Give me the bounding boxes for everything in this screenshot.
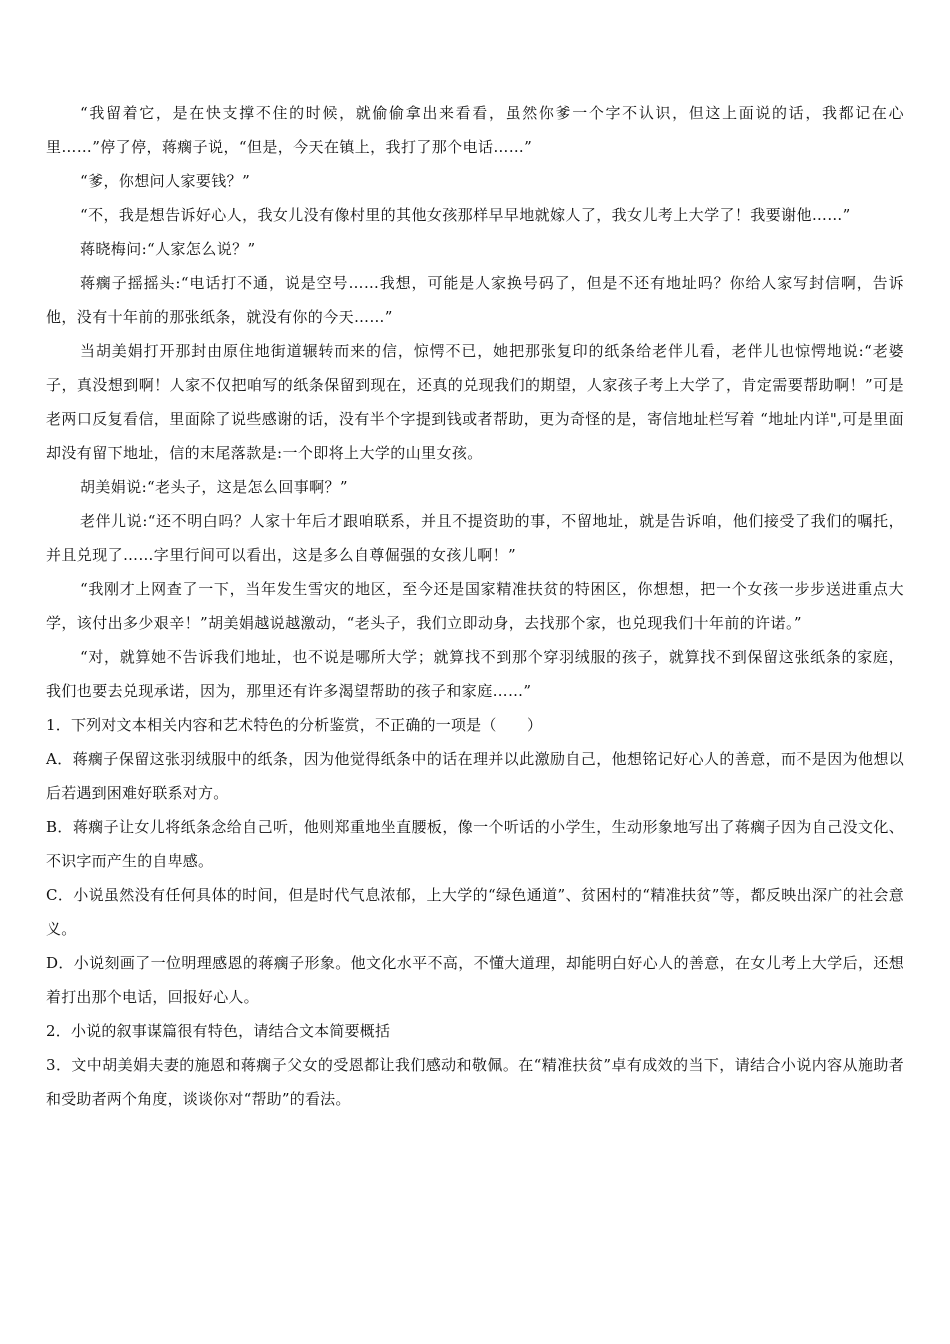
question-1: 1．下列对文本相关内容和艺术特色的分析鉴赏，不正确的一项是（ ） (46, 716, 543, 734)
passage-paragraph: “爹，你想问人家要钱？” (80, 172, 251, 190)
option-b: B．蒋瘸子让女儿将纸条念给自己听，他则郑重地坐直腰板，像一个听话的小学生，生动形象地写出了蒋瘸子因为自己没文化、不识字而产生的自卑感。 (46, 818, 904, 870)
passage-paragraph: 胡美娟说:“老头子，这是怎么回事啊？” (80, 478, 348, 496)
option-d: D．小说刻画了一位明理感恩的蒋瘸子形象。他文化水平不高，不懂大道理，却能明白好心人的善意，在女儿考上大学后，还想着打出那个电话，回报好心人。 (46, 954, 904, 1006)
question-3: 3．文中胡美娟夫妻的施恩和蒋瘸子父女的受恩都让我们感动和敬佩。在“精准扶贫”卓有成效的当下，请结合小说内容从施助者和受助者两个角度，谈谈你对“帮助”的看法。 (46, 1056, 904, 1108)
passage-paragraph: “我刚才上网查了一下，当年发生雪灾的地区，至今还是国家精准扶贫的特困区，你想想，把一个女孩一步步送进重点大学，该付出多少艰辛！”胡美娟越说越激动，“老头子，我们立即动身，去找那个家，也兑现我们十年前的许诺。” (46, 580, 904, 632)
document-body (46, 96, 904, 1116)
passage-paragraph: “对，就算她不告诉我们地址，也不说是哪所大学；就算找不到那个穿羽绒服的孩子，就算找不到保留这张纸条的家庭，我们也要去兑现承诺，因为，那里还有许多渴望帮助的孩子和家庭……” (46, 648, 904, 700)
question-2: 2．小说的叙事谋篇很有特色，请结合文本简要概括 (46, 1022, 391, 1040)
passage-paragraph: “我留着它，是在快支撑不住的时候，就偷偷拿出来看看，虽然你爹一个字不认识，但这上面说的话，我都记在心里……”停了停，蒋瘸子说，“但是，今天在镇上，我打了那个电话……” (46, 104, 904, 156)
passage-paragraph: 老伴儿说:“还不明白吗？人家十年后才跟咱联系，并且不提资助的事，不留地址，就是告诉咱，他们接受了我们的嘱托， 并且兑现了……字里行间可以看出，这是多么自尊倔强的女孩儿啊！” (46, 512, 904, 564)
option-c: C．小说虽然没有任何具体的时间，但是时代气息浓郁，上大学的“绿色通道”、贫困村的“精准扶贫”等，都反映出深广的社会意义。 (46, 886, 904, 938)
passage-paragraph: 蒋瘸子摇摇头:“电话打不通，说是空号……我想，可能是人家换号码了，但是不还有地址吗？你给人家写封信啊，告诉他，没有十年前的那张纸条，就没有你的今天……” (46, 274, 904, 326)
passage-paragraph: “不，我是想告诉好心人，我女儿没有像村里的其他女孩那样早早地就嫁人了，我女儿考上大学了！我要谢他……” (80, 206, 851, 224)
passage-paragraph: 当胡美娟打开那封由原住地街道辗转而来的信，惊愕不已，她把那张复印的纸条给老伴儿看，老伴儿也惊愕地说:“老婆子，真没想到啊！人家不仅把咱写的纸条保留到现在，还真的兑现我们的期望，人家孩子考上大学了，肯定需要帮助啊！”可是老两口反复看信，里面除了说些感谢的话，没有半个字提到钱或者帮助，更为奇怪的是，寄信地址栏写着 “地址内详",可是里面却没有留下地址，信的末尾落款是:一个即将上大学的山里女孩。 (46, 342, 904, 462)
option-a: A．蒋瘸子保留这张羽绒服中的纸条，因为他觉得纸条中的话在理并以此激励自己，他想铭记好心人的善意，而不是因为他想以后若遇到困难好联系对方。 (46, 750, 904, 802)
passage-paragraph: 蒋晓梅问:“人家怎么说？” (80, 240, 256, 258)
